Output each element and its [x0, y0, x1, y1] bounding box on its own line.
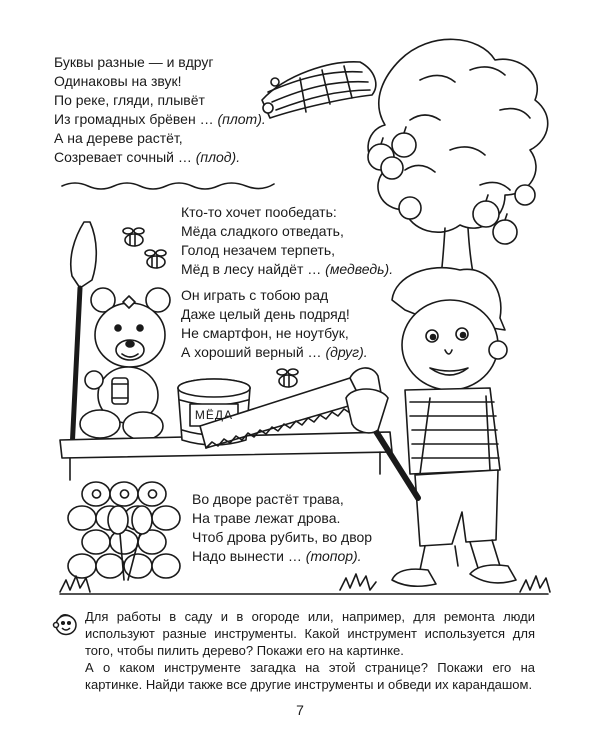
- poem-line: Кто-то хочет пообедать:: [181, 204, 337, 220]
- poem-line: На траве лежат дрова.: [192, 510, 341, 526]
- smiley-face-icon: [52, 612, 78, 636]
- poem-line: Не смартфон, не ноутбук,: [181, 325, 349, 341]
- poem-line: Одинаковы на звук!: [54, 73, 182, 89]
- poem-line: Мёд в лесу найдёт … (медведь).: [181, 261, 394, 277]
- poem-axe: [192, 490, 372, 566]
- task-paragraph: А о каком инструменте загадка на этой странице? Покажи его на картинке. Найди также все другие инструменты и обведи их карандашом.: [85, 660, 535, 692]
- task-instructions: [85, 608, 535, 693]
- water-line: [62, 183, 274, 189]
- poem-answer: (топор).: [305, 548, 362, 564]
- poem-answer: (плод).: [195, 149, 241, 165]
- poem-answer: (друг).: [325, 344, 368, 360]
- teddy-bear-illustration: [80, 288, 170, 440]
- poem-line: Созревает сочный … (плод).: [54, 149, 241, 165]
- poem-line: Он играть с тобою рад: [181, 287, 329, 303]
- barrel-label: МЁДА: [194, 408, 234, 422]
- poem-line: Во дворе растёт трава,: [192, 491, 344, 507]
- page-number: 7: [296, 702, 304, 718]
- poem-line: Буквы разные — и вдруг: [54, 54, 214, 70]
- task-paragraph: Для работы в саду и в огороде или, например, для ремонта люди используют разные инструменты. Какой инструмент используется для того, чтобы пилить дерево? Покажи его на картинке.: [85, 609, 535, 658]
- poem-line: Голод незачем терпеть,: [181, 242, 336, 258]
- poem-line: Из громадных брёвен … (плот).: [54, 111, 266, 127]
- poem-line: Чтоб дрова рубить, во двор: [192, 529, 373, 545]
- poem-raft-fruit: [54, 53, 266, 167]
- raft-illustration: [262, 62, 376, 118]
- poem-answer: (медведь).: [325, 261, 394, 277]
- poem-friend: [181, 286, 368, 362]
- poem-line: Даже целый день подряд!: [181, 306, 350, 322]
- poem-line: По реке, гляди, плывёт: [54, 92, 205, 108]
- boy-illustration: [392, 268, 516, 587]
- poem-line: Мёда сладкого отведать,: [181, 223, 344, 239]
- poem-line: Надо вынести … (топор).: [192, 548, 362, 564]
- poem-line: А хороший верный … (друг).: [181, 344, 368, 360]
- poem-bear: [181, 203, 393, 279]
- poem-line: А на дереве растёт,: [54, 130, 183, 146]
- poem-answer: (плот).: [217, 111, 266, 127]
